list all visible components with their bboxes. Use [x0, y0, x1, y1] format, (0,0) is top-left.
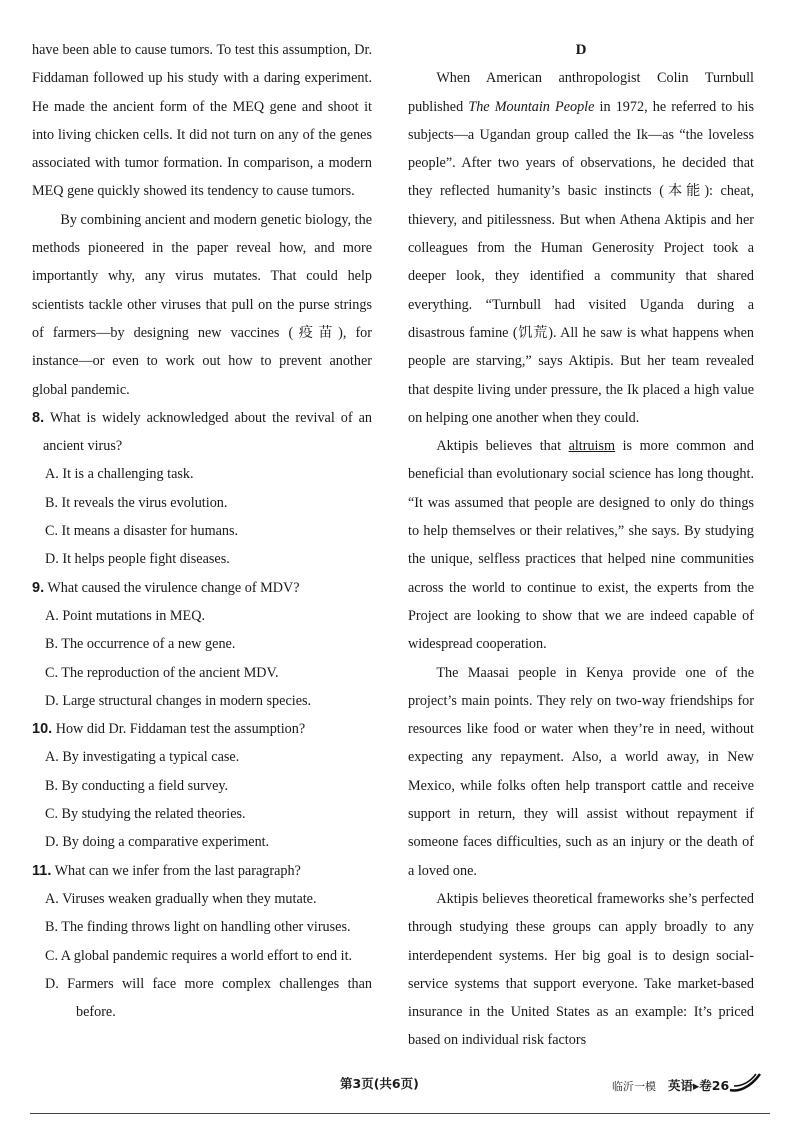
option-b[interactable]: B. The finding throws light on handling other viruses. [45, 919, 351, 936]
section-heading: D [575, 42, 587, 58]
question-text: What caused the virulence change of MDV? [47, 579, 300, 596]
question-number: 11. [32, 862, 52, 879]
right-column [408, 36, 754, 1055]
book-title: The Mountain People [468, 98, 595, 115]
passage-paragraph-continued: have been able to cause tumors. To test this assumption, Dr. Fiddaman followed up his study with a daring experiment. He made the ancient form of the MEQ gene and shoot it into living chicken cells. It did not turn on any of the genes associated with tumor formation. In comparison, a modern MEQ gene quickly showed its tendency to cause tumors. [32, 42, 372, 200]
passage-d-paragraph-3: The Maasai people in Kenya provide one of the project’s main points. They rely on two-way friendships for resources like food or water when they’re in need, without expecting any repayment. Also, a world away, in New Mexico, while folks often help transport cattle and receive support in return, they will assist without repayment if someone faces difficulties, such as an injury or the death of a loved one. [408, 664, 754, 879]
question-10 [32, 715, 372, 856]
option-d[interactable]: D. Large structural changes in modern species. [45, 692, 312, 709]
footer-rule [30, 1113, 770, 1114]
option-b[interactable]: B. The occurrence of a new gene. [45, 636, 236, 653]
option-b[interactable]: B. By conducting a field survey. [45, 777, 229, 794]
option-a[interactable]: A. By investigating a typical case. [45, 749, 240, 766]
passage-paragraph-last: By combining ancient and modern genetic biology, the methods pioneered in the paper reveal how, and more importantly why, any virus mutates. That could help scientists tackle other viruses that pull on the purse strings of farmers—by designing new vaccines (疫苗), for instance—or even to work out how to prevent another global pandemic. [32, 211, 372, 398]
question-number: 8. [32, 409, 45, 426]
passage-d-paragraph-1: When American anthropologist Colin Turnbull published The Mountain People in 1972, he referred to his subjects—a Ugandan group called the Ik—as “the loveless people”. After two years of observations, he decided that they reflected humanity’s basic instincts (本能): cheat, thievery, and pitilessness. But when Athena Aktipis and her colleagues from the Human Generosity Project took a deeper look, they identified a community that shared everything. “Turnbull had visited Uganda during a disastrous famine (饥荒). All he saw is what happens when people are starving,” says Aktipis. But her team revealed that despite living under pressure, the Ik placed a high value on helping one another when they could. [408, 70, 755, 426]
page-footer [0, 1070, 800, 1110]
question-number: 10. [32, 721, 53, 738]
option-c[interactable]: C. The reproduction of the ancient MDV. [45, 664, 279, 681]
subject-label: 英语▸卷26 [668, 1078, 730, 1093]
underlined-word: altruism [568, 438, 616, 455]
option-a[interactable]: A. Point mutations in MEQ. [45, 607, 206, 624]
question-11 [32, 857, 372, 1027]
question-text: How did Dr. Fiddaman test the assumption? [55, 721, 306, 738]
option-c[interactable]: C. By studying the related theories. [45, 806, 246, 823]
question-text: What is widely acknowledged about the revival of an ancient virus? [43, 409, 372, 455]
option-d[interactable]: D. It helps people fight diseases. [45, 551, 230, 568]
option-b[interactable]: B. It reveals the virus evolution. [45, 494, 228, 511]
page-number: 第3页(共6页) [340, 1076, 419, 1091]
left-column [32, 36, 372, 1026]
option-a[interactable]: A. Viruses weaken gradually when they mutate. [45, 890, 317, 907]
question-number: 9. [32, 579, 45, 596]
option-c[interactable]: C. It means a disaster for humans. [45, 523, 239, 540]
question-9 [32, 574, 372, 715]
passage-d-paragraph-4: Aktipis believes theoretical frameworks she’s perfected through studying these groups can apply broadly to any interdependent systems. Her big goal is to design social-service systems that support everyone. Take market-based insurance in the United States as an example: It’s priced based on individual risk factors [408, 890, 754, 1049]
question-8 [32, 404, 372, 574]
option-d[interactable]: D. By doing a comparative experiment. [45, 834, 270, 851]
exam-name: 临沂一模 [612, 1080, 656, 1093]
swoosh-logo-icon [728, 1070, 762, 1094]
question-text: What can we infer from the last paragraph? [54, 862, 301, 879]
option-d[interactable]: D. Farmers will face more complex challenges than before. [45, 975, 372, 1021]
option-a[interactable]: A. It is a challenging task. [45, 466, 194, 483]
passage-d-paragraph-2: Aktipis believes that altruism is more common and beneficial than evolutionary social science has long thought. “It was assumed that people are designed to only do things to help themselves or their relatives,” she says. By studying the unique, selfless practices that helped nine communities across the world to continue to exist, the experts from the Project are looking to show that we are indeed capable of widespread cooperation. [408, 438, 754, 653]
option-c[interactable]: C. A global pandemic requires a world effort to end it. [45, 947, 353, 964]
